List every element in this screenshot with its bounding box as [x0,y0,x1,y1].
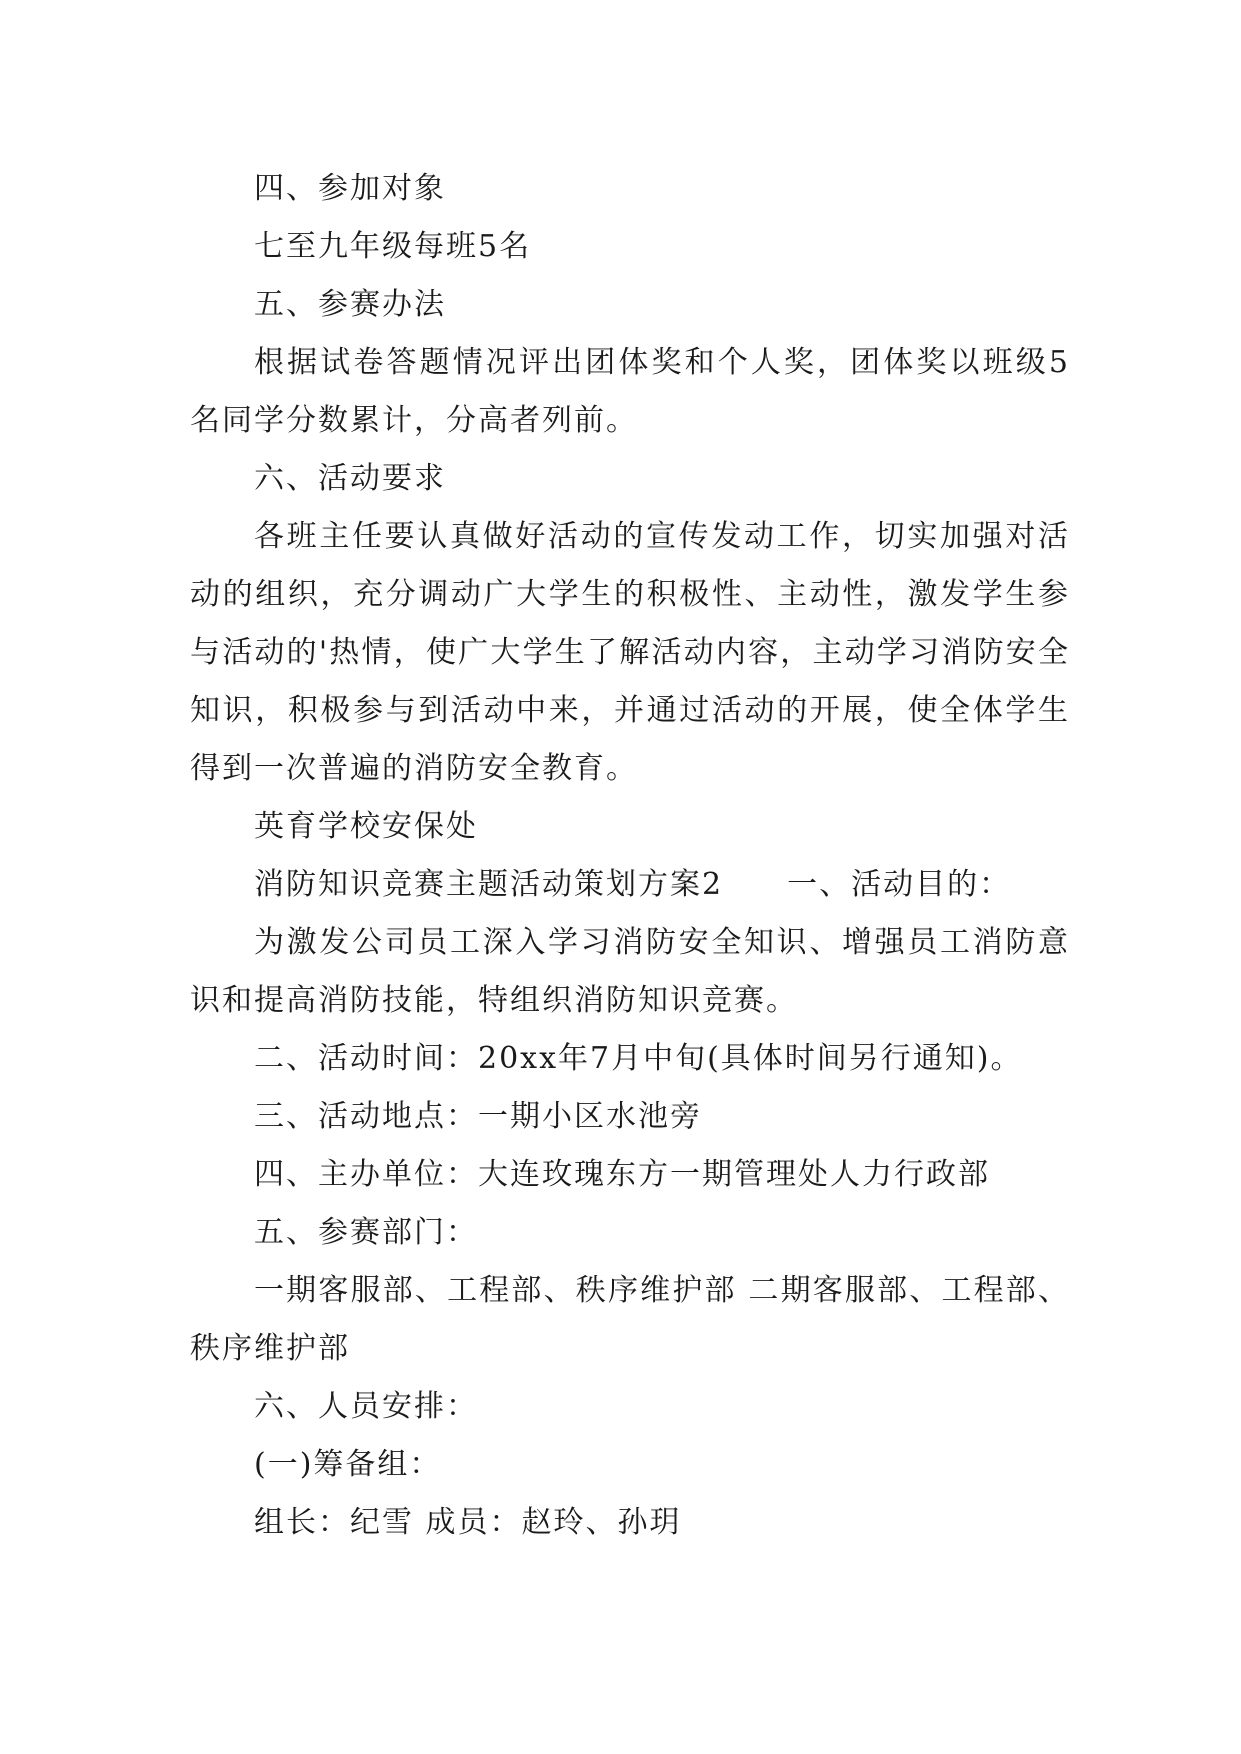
departments-text: 一期客服部、工程部、秩序维护部 二期客服部、工程部、秩序维护部 [190,1273,1070,1366]
plan-title-heading: 消防知识竞赛主题活动策划方案2 一、活动目的： [254,867,1012,902]
participants-text: 七至九年级每班5名 [254,229,532,264]
section-heading-requirements: 六、活动要求 [254,461,446,496]
method-text: 根据试卷答题情况评出团体奖和个人奖，团体奖以班级5名同学分数累计，分高者列前。 [190,345,1070,438]
purpose-text: 为激发公司员工深入学习消防安全知识、增强员工消防意识和提高消防技能，特组织消防知识竞赛。 [190,925,1070,1018]
section-heading-staffing: 六、人员安排： [254,1389,478,1424]
requirements-text: 各班主任要认真做好活动的宣传发动工作，切实加强对活动的组织，充分调动广大学生的积极性、主动性，激发学生参与活动的'热情，使广大学生了解活动内容，主动学习消防安全知识，积极参与到活动中来，并通过活动的开展，使全体学生得到一次普遍的消防安全教育。 [190,519,1070,786]
section-heading-departments: 五、参赛部门： [254,1215,478,1250]
organizer: 四、主办单位：大连玫瑰东方一期管理处人力行政部 [254,1157,990,1192]
activity-time: 二、活动时间：20xx年7月中旬(具体时间另行通知)。 [254,1041,1023,1076]
issuer-signature: 英育学校安保处 [254,809,478,844]
preparation-group-members: 组长：纪雪 成员：赵玲、孙玥 [254,1505,682,1540]
document-body [190,160,1070,1552]
section-heading-method: 五、参赛办法 [254,287,446,322]
section-heading-participants: 四、参加对象 [254,171,446,206]
activity-location: 三、活动地点：一期小区水池旁 [254,1099,702,1134]
preparation-group-heading: (一)筹备组： [254,1447,442,1482]
